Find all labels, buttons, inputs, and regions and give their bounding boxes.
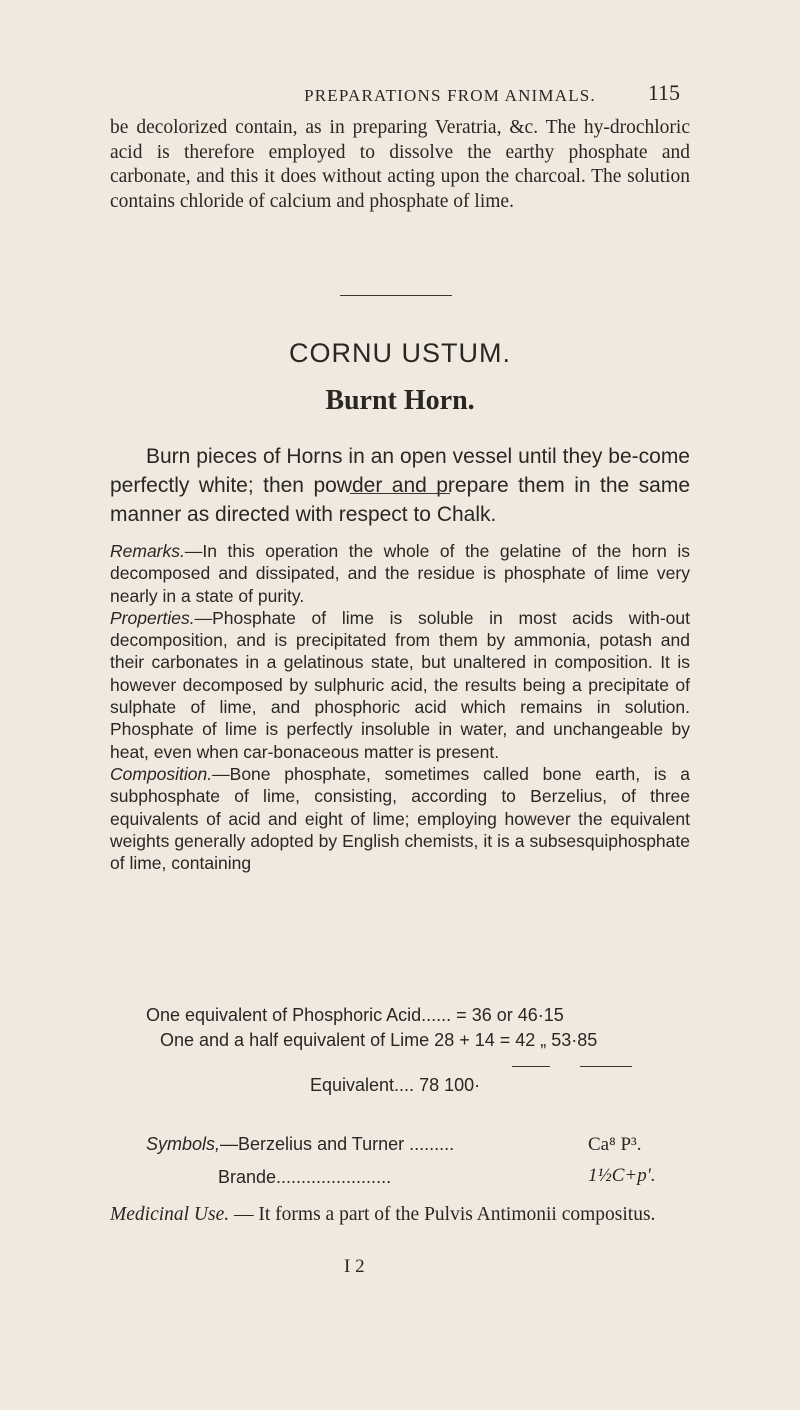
- medicinal-text: — It forms a part of the Pulvis Antimonii compositus.: [229, 1204, 656, 1225]
- properties-label: Properties.: [110, 607, 195, 628]
- equivalent-line-acid: One equivalent of Phosphoric Acid...... = 36 or 46·15: [146, 1005, 564, 1025]
- properties-note: [110, 607, 690, 763]
- remarks-text: —In this operation the whole of the gelatine of the horn is decomposed and dissipated, and the residue is phosphate of lime very nearly in a state of purity.: [110, 541, 690, 606]
- equivalent-line-lime: One and a half equivalent of Lime 28 + 14 = 42 „ 53·85: [160, 1030, 598, 1050]
- section-subtitle: Burnt Horn.: [325, 385, 475, 416]
- sum-rule: [512, 1066, 550, 1067]
- composition-text: —Bone phosphate, sometimes called bone earth, is a subphosphate of lime, consisting, according to Berzelius, of three equivalents of acid and eight of lime; employing however the equivalent weights generally adopted by English chemists, it is a subsesquiphosphate of lime, containing: [110, 763, 690, 874]
- equivalent-total: Equivalent.... 78 100·: [310, 1075, 481, 1095]
- sum-rule: [580, 1066, 632, 1067]
- notes-divider: [350, 493, 450, 494]
- properties-text: —Phosphate of lime is soluble in most acids with-out decomposition, and is precipitated from them by ammonia, potash and their carbonates in a gelatinous state, but unaltered in composition. It is however decomposed by sulphuric acid, the results being a precipitate of sulphate of lime, and phosphoric acid which remains in solution. Phosphate of lime is perfectly insoluble in water, and unchangeable by heat, even when car-bonaceous matter is present.: [110, 607, 690, 762]
- formula-berzelius: Ca⁸ P³.: [588, 1134, 642, 1155]
- section-divider: [340, 295, 452, 296]
- page-number: 115: [647, 80, 680, 105]
- notes-block: [110, 540, 690, 874]
- section-title: CORNU USTUM.: [289, 338, 511, 368]
- symbols-line-brande: Brande.......................: [218, 1167, 392, 1187]
- medicinal-label: Medicinal Use.: [110, 1204, 230, 1225]
- composition-label: Composition.: [110, 763, 213, 784]
- symbols-line-berzelius: [146, 1134, 454, 1155]
- preparation-directions: Burn pieces of Horns in an open vessel until they be-come perfectly white; then powder and prepare them in the same manner as directed with respect to Chalk.: [110, 445, 690, 526]
- symbols-label: Symbols,: [146, 1134, 221, 1154]
- opening-paragraph: be decolorized contain, as in preparing Veratria, &c. The hy-drochloric acid is therefore employed to dissolve the earthy phosphate and carbonate, and this it does without acting upon the charcoal. The solution contains chloride of calcium and phosphate of lime.: [110, 117, 690, 212]
- running-head: PREPARATIONS FROM ANIMALS.: [304, 86, 596, 105]
- remarks-label: Remarks.: [110, 541, 185, 561]
- signature-mark: I 2: [344, 1256, 365, 1277]
- remarks-note: [110, 540, 690, 607]
- symbols-berzelius-text: —Berzelius and Turner .........: [220, 1134, 455, 1154]
- medicinal-use: [110, 1203, 690, 1227]
- composition-note: [110, 763, 690, 874]
- formula-brande: 1½C+p′.: [588, 1165, 656, 1186]
